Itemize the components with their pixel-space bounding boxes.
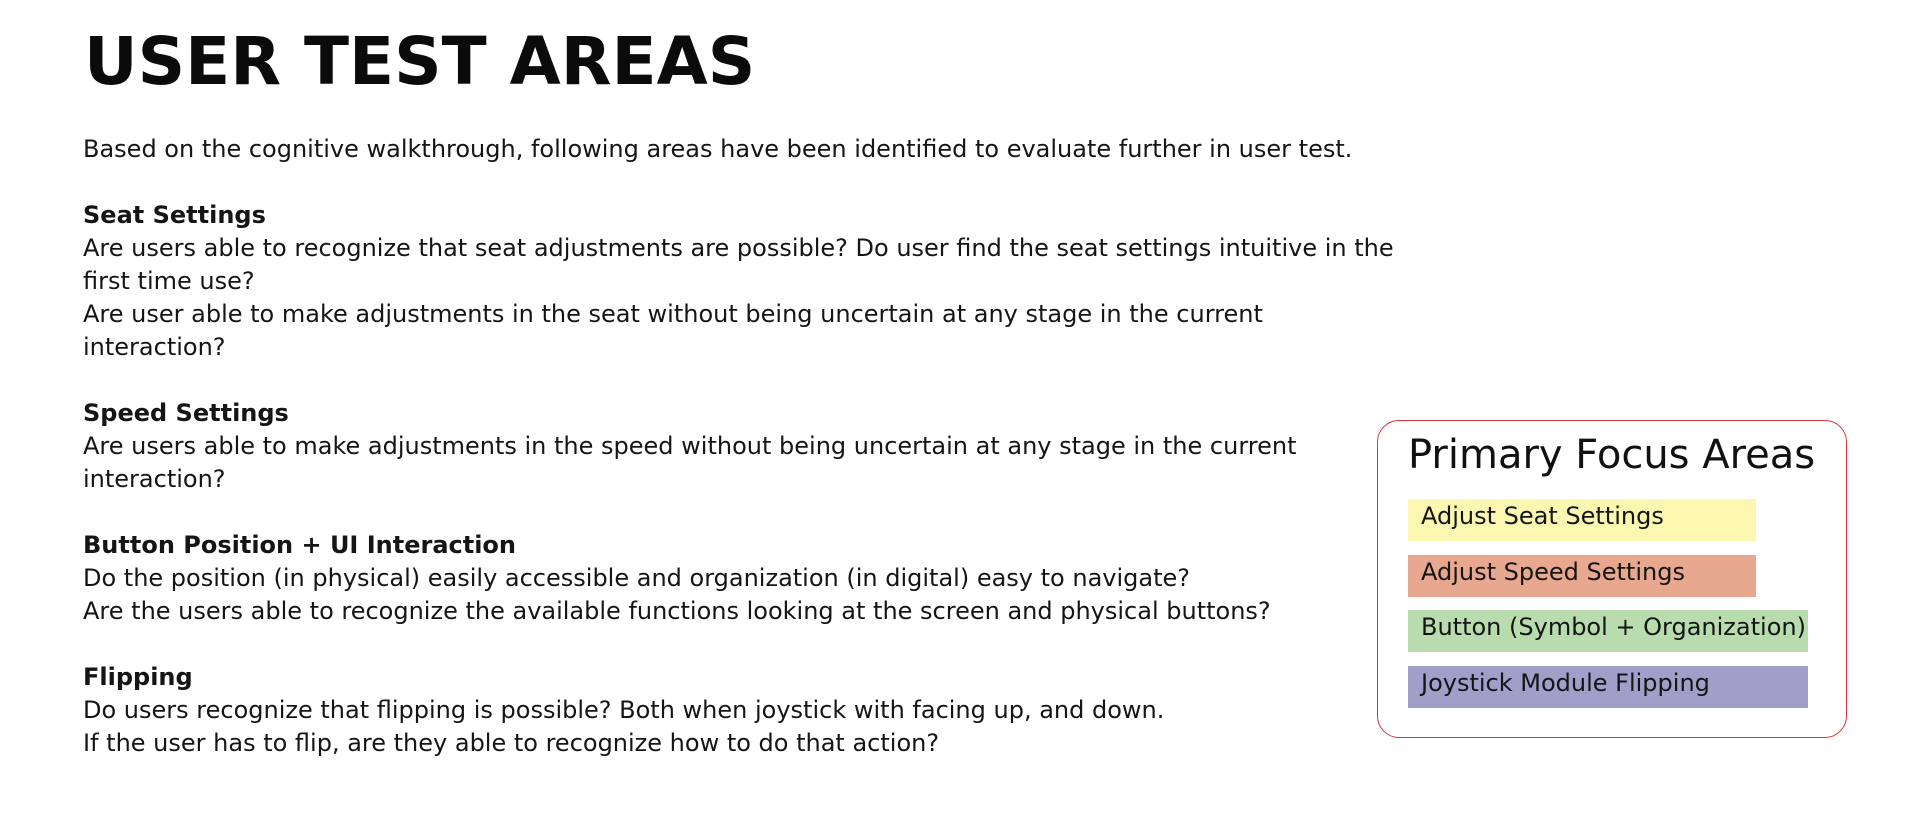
focus-item-joystick: Joystick Module Flipping [1408, 666, 1808, 708]
section-line: Do users recognize that flipping is possible? Both when joystick with facing up, and down. [83, 696, 1165, 724]
focus-panel-title: Primary Focus Areas [1408, 432, 1816, 478]
focus-item-button: Button (Symbol + Organization) [1408, 610, 1808, 652]
section-line: Are users able to recognize that seat adjustments are possible? Do user find the seat settings intuitive in the first time use? [83, 234, 1394, 295]
section-flipping [83, 661, 1403, 760]
intro-paragraph: Based on the cognitive walkthrough, following areas have been identified to evaluate further in user test. [83, 135, 1353, 163]
section-speed-settings [83, 397, 1403, 496]
section-line: Do the position (in physical) easily accessible and organization (in digital) easy to navigate? [83, 564, 1190, 592]
section-line: Are user able to make adjustments in the seat without being uncertain at any stage in the current interaction? [83, 300, 1263, 361]
focus-item-speed: Adjust Speed Settings [1408, 555, 1756, 597]
section-line: Are users able to make adjustments in the speed without being uncertain at any stage in the current interaction? [83, 432, 1297, 493]
primary-focus-panel [1377, 420, 1847, 738]
section-title: Speed Settings [83, 399, 289, 427]
section-line: Are the users able to recognize the available functions looking at the screen and physical buttons? [83, 597, 1271, 625]
page-title: USER TEST AREAS [84, 23, 756, 100]
section-title: Flipping [83, 663, 193, 691]
main-content [83, 133, 1403, 793]
section-title: Seat Settings [83, 201, 266, 229]
section-line: If the user has to flip, are they able to recognize how to do that action? [83, 729, 940, 757]
section-title: Button Position + UI Interaction [83, 531, 517, 559]
section-button-position [83, 529, 1403, 628]
section-seat-settings [83, 199, 1403, 364]
focus-item-seat: Adjust Seat Settings [1408, 499, 1756, 541]
